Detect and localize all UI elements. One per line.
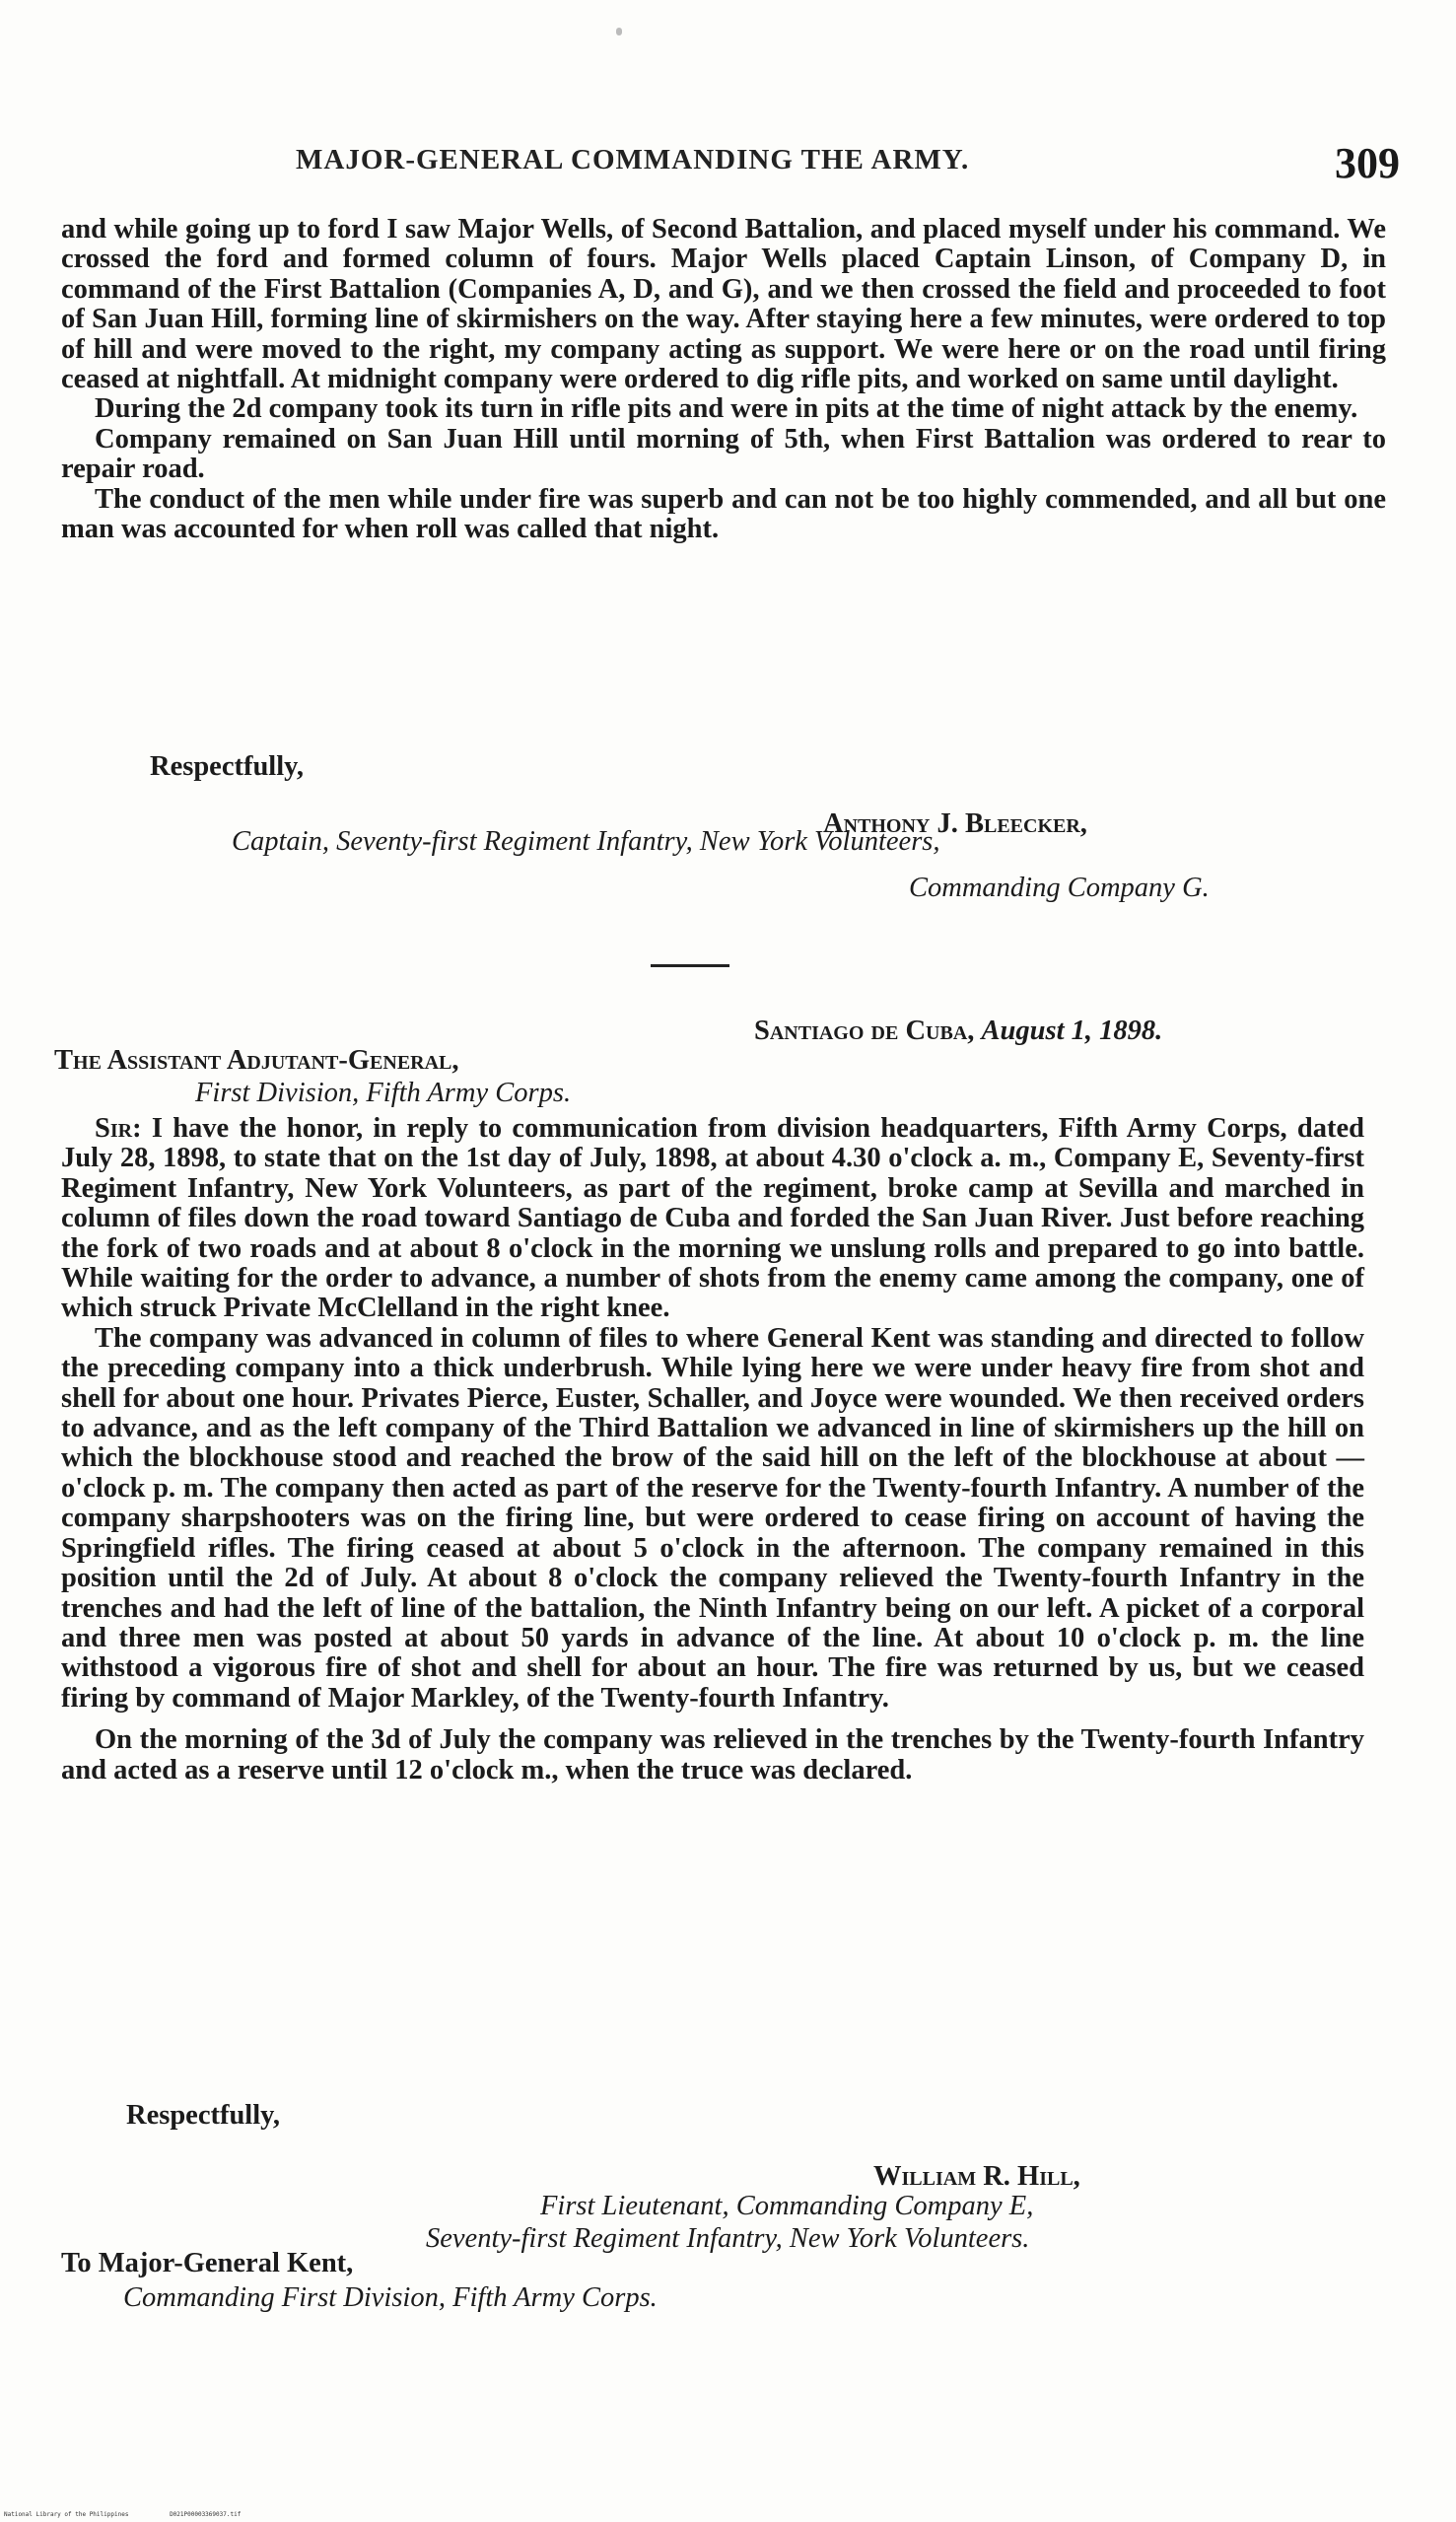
footer-file-id: D021P00003369037.tif	[170, 2511, 242, 2518]
report2-paragraph-text: I have the honor, in reply to communication from division headquarters, Fifth Army Corps, dated July 28, 1898, to state that on the 1st day of July, 1898, at about 4.30 o'clock a. m., Company E, Seventy-first Regiment Infantry, New York Volunteers, as part of the regiment, broke camp at Sevilla and marched in column of files down the road toward Santiago de Cuba and forded the San Juan River. Just before reaching the fork of two roads and at about 8 o'clock in the morning we unslung rolls and prepared to go into battle. While waiting for the order to advance, a number of shots from the enemy came among the company, one of which struck Private McClelland in the right knee.	[61, 1113, 1364, 1324]
report1-signature-title-1: Captain, Seventy-first Regiment Infantry, New York Volunteers,	[232, 826, 940, 857]
report2-recipient-text: To Major-General Kent,	[61, 2248, 354, 2278]
report1-closing: Respectfully,	[150, 751, 304, 782]
report1-paragraph: and while going up to ford I saw Major Wells, of Second Battalion, and placed myself under his command. We crossed the ford and formed column of fours. Major Wells placed Captain Linson, of Company D, in command of the First Battalion (Companies A, D, and G), and we then crossed the field and proceeded to foot of San Juan Hill, forming line of skirmishers on the way. After staying here a few minutes, were ordered to top of hill and were moved to the right, my company acting as support. We were here or on the road until firing ceased at nightfall. At midnight company were ordered to dig rifle pits, and worked on same until daylight.	[61, 214, 1386, 395]
page-number: 309	[1335, 139, 1400, 187]
report2-recipient-unit: Commanding First Division, Fifth Army Corps.	[123, 2282, 658, 2313]
report2-date: August 1, 1898.	[981, 1016, 1163, 1046]
section-divider	[651, 964, 729, 967]
report1-paragraph: Company remained on San Juan Hill until morning of 5th, when First Battalion was ordered to rear to repair road.	[61, 423, 1386, 485]
running-head: MAJOR-GENERAL COMMANDING THE ARMY.	[296, 144, 970, 175]
report2-signature-title-1: First Lieutenant, Commanding Company E,	[540, 2191, 1034, 2221]
scan-speck	[616, 28, 622, 35]
report2-body	[61, 1114, 1364, 1786]
page-header	[296, 138, 1400, 197]
report2-closing: Respectfully,	[126, 2100, 280, 2131]
report1-paragraph: The conduct of the men while under fire was superb and can not be too highly commended, and all but one man was accounted for when roll was called that night.	[61, 483, 1386, 545]
scan-footer	[4, 2511, 278, 2518]
report2-salutation: Sir:	[95, 1113, 142, 1144]
footer-library: National Library of the Philippines	[4, 2511, 129, 2518]
report2-paragraph: The company was advanced in column of files to where General Kent was standing and directed to follow the preceding company into a thick underbrush. While lying here we were under heavy fire from shot and shell for about one hour. Privates Pierce, Euster, Schaller, and Joyce were wounded. We then received orders to advance, and as the left company of the Third Battalion we advanced in line of skirmishers up the hill on which the blockhouse stood and reached the brow of the said hill on the left of the blockhouse at about — o'clock p. m. The company then acted as part of the reserve for the Twenty-fourth Infantry. A number of the company sharpshooters was on the firing line, but were ordered to cease firing on account of having the Springfield rifles. The firing ceased at about 5 o'clock in the afternoon. The company remained in this position until the 2d of July. At about 8 o'clock the company relieved the Twenty-fourth Infantry in the trenches and had the left of line of the battalion, the Ninth Infantry being on our left. A picket of a corporal and three men was posted at about 50 yards in advance of the line. At about 10 o'clock p. m. the line withstood a vigorous fire of shot and shell for about an hour. The fire was returned by us, but we ceased firing by command of Major Markley, of the Twenty-fourth Infantry.	[61, 1322, 1364, 1714]
report2-paragraph: On the morning of the 3d of July the company was relieved in the trenches by the Twenty-fourth Infantry and acted as a reserve until 12 o'clock m., when the truce was declared.	[61, 1724, 1364, 1786]
report2-dateline	[754, 1016, 1162, 1047]
report1-signature-name: Anthony J. Bleecker,	[823, 808, 1087, 839]
report2-paragraph	[61, 1114, 1364, 1324]
report2-signature-title-2: Seventy-first Regiment Infantry, New York Volunteers.	[426, 2223, 1030, 2254]
report2-signature-name: William R. Hill,	[873, 2161, 1080, 2192]
report1-paragraph: During the 2d company took its turn in rifle pits and were in pits at the time of night attack by the enemy.	[95, 393, 1358, 425]
report1-signature-title-2: Commanding Company G.	[909, 873, 1210, 903]
report2-addressee-unit: First Division, Fifth Army Corps.	[195, 1078, 572, 1108]
report2-recipient	[61, 2248, 353, 2279]
report2-addressee: The Assistant Adjutant-General,	[54, 1045, 459, 1076]
report1-body	[61, 215, 1386, 544]
report2-place: Santiago de Cuba,	[754, 1016, 975, 1046]
